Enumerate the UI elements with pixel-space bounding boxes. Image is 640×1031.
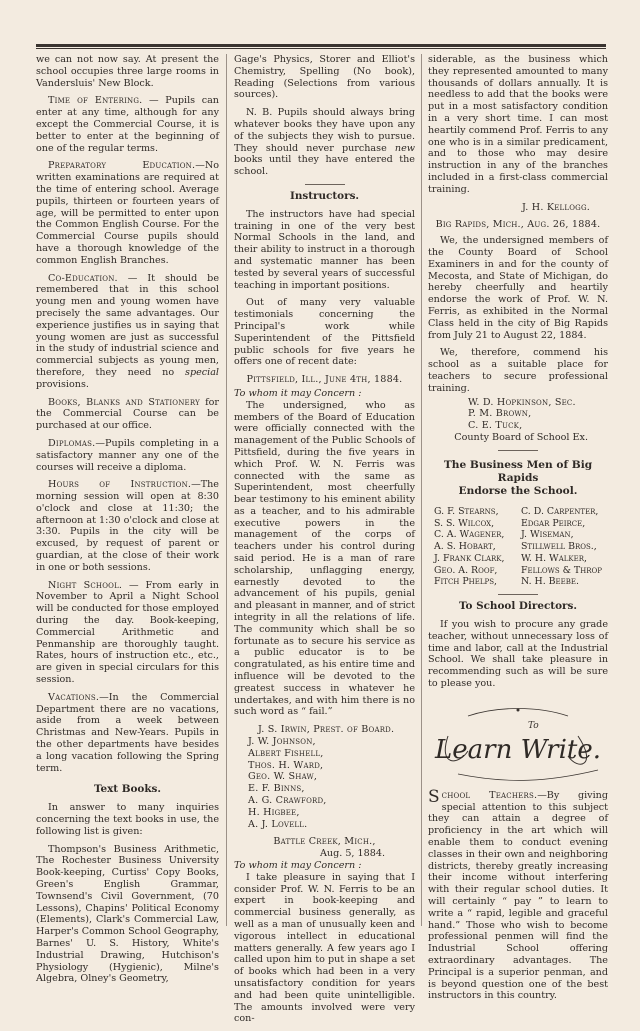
salutation: To whom it may Concern : <box>234 860 362 871</box>
text-books-list: Thompson's Business Arithmetic, The Rochester Business University Book-keeping, Curtiss' Copy Books, Green's English Grammar, Townsend's Civil Government, (70 Lessons), Chapins' Political Economy (Elements), Clark's Commercial Law, Harper's Common School Geography, Barnes' U. S. History, White's Industrial Drawing, Hutchison's Physiology (Hygienic), Milne's Algebra, Olney's Geometry, <box>36 843 219 985</box>
text-books-intro: In answer to many inquiries concerning the text books in use, the following list is given: <box>36 802 219 837</box>
section-heading: Time of Entering. <box>48 95 143 107</box>
section-divider <box>498 450 538 451</box>
battle-creek-date: Aug. 5, 1884. <box>319 848 385 860</box>
night-school-paragraph: Night School. — From early in November to April a Night School will be conducted for those employed during the day. Book-keeping, Commercial Arithmetic and Penmanship are thoroughly taught. Rates, hours of instruction etc., etc., are given in special circulars for this session. <box>36 579 219 686</box>
section-heading: Preparatory Education. <box>48 160 196 172</box>
business-man-name: Fitch Phelps, <box>434 576 498 588</box>
section-heading: Co-Education. <box>48 272 118 284</box>
pittsfield-dateline: Pittsfield, Ill., June 4th, 1884. <box>246 374 403 386</box>
instructors-heading: Instructors. <box>289 189 360 202</box>
big-rapids-dateline: Big Rapids, Mich., Aug. 26, 1884. <box>435 219 601 231</box>
business-men-left <box>434 506 505 589</box>
section-heading: Night School. <box>48 579 123 591</box>
preparatory-education-paragraph: Preparatory Education.—No written examinations are required at the time of entering school. Average pupils, thirteen or fourteen years of age, will be permitted to enter upon the Common English Course. For the Commercial Course pupils should have a thorough knowledge of the common English Branches. <box>36 160 219 266</box>
header-rule-thin <box>36 48 606 49</box>
column-divider <box>421 54 422 926</box>
books-blanks-paragraph: Books, Blanks and Stationery for the Commercial Course can be purchased at our office. <box>36 396 219 432</box>
business-men-heading: The Business Men of Big Rapids Endorse the School. <box>443 458 593 497</box>
script-learn-write: Learn Write. <box>435 734 601 765</box>
hours-of-instruction-paragraph: Hours of Instruction.—The morning session will open at 8:30 o'clock and close at 11:30; the afternoon at 1:30 o'clock and close at 3:30. Pupils in the city will be excused, by request of parent or guardian, at the close of their work in one or both sessions. <box>36 479 219 573</box>
flourish-bottom-line <box>458 770 598 780</box>
signer-name: H. Higbee, <box>248 806 300 818</box>
board-signer-name: W. D. Hopkinson, Sec. <box>468 396 576 408</box>
vacations-paragraph: Vacations.—In the Commercial Department there are no vacations, aside from a week between Christmas and New-Years. Pupils in the other departments have besides a long vacation following the Spring term. <box>36 691 219 774</box>
kellogg-letter: I take pleasure in saying that I consider Prof. W. N. Ferris to be an expert in book-keeping and commercial business generally, as well as a man of unusually keen and vigorous intellect in educational matters generally. A few years ago I called upon him to put in shape a set of books which had been in a very unsatisfactory condition for years and had been quite unintelligible. The amounts involved were very con- <box>234 871 415 1025</box>
business-man-name: W. H. Walker, <box>520 552 587 564</box>
section-divider <box>305 184 345 185</box>
signer-name: J. W. Johnson, <box>248 736 316 748</box>
signer-name: E. F. Binns, <box>248 783 305 795</box>
nb-paragraph: N. B. Pupils should always bring whatever books they have upon any of the subjects they wish to pursue. They should never purchase new books until they have entered the school. <box>234 107 415 178</box>
kellogg-letter-continued: siderable, as the business which they represented amounted to many thousands of dollars annually. It is needless to add that the books were put in a most satisfactory condition in a very short time. I can most heartily commend Prof. Ferris to any one who is in a similar predicament, and to those who may desire instruction in any of the branches included in a first-class commercial training. <box>428 54 608 195</box>
business-men-list <box>428 506 608 589</box>
column-divider <box>226 54 227 926</box>
column-3 <box>428 54 608 1008</box>
signer-name: Albert Fishell, <box>248 747 324 759</box>
text-books-heading: Text Books. <box>93 783 162 796</box>
business-man-name: J. Wiseman, <box>520 529 574 541</box>
signer-name: Thos. H. Ward, <box>248 759 324 771</box>
business-man-name: G. F. Stearns, <box>434 505 499 517</box>
business-man-name: J. Frank Clark, <box>434 552 505 564</box>
business-man-name: C. A. Wagener, <box>434 529 505 541</box>
school-teachers-paragraph: School Teachers.—By giving special attention to this subject they can attain a degree of proficiency in the art which will enable them to conduct evening classes in their own and neighboring districts, thereby greatly increasing their income without interfering with their regular school duties. It will certainly “ pay ” to learn to write a “ rapid, legible and graceful hand.” Those who wish to become professional penmen will find the Industrial School offering extraordinary advantages. The Principal is a superior penman, and is beyond question one of the best instructors in this country. <box>428 786 608 1002</box>
flourish-ornament <box>517 708 520 711</box>
diplomas-paragraph: Diplomas.—Pupils completing in a satisfactory manner any one of the courses will receive a diploma. <box>36 437 219 473</box>
section-heading: Vacations. <box>48 691 100 703</box>
business-man-name: Stillwell Bros., <box>520 541 597 553</box>
salutation: To whom it may Concern : <box>234 387 362 399</box>
business-man-name: N. H. Beebe. <box>520 576 580 588</box>
signer-name: A. G. Crawford, <box>248 795 327 807</box>
business-man-name: C. D. Carpenter, <box>520 505 599 517</box>
intro-paragraph: we can not now say. At present the school occupies three large rooms in Vandersluis' New Block. <box>36 54 219 89</box>
learn-to-write-flourish <box>428 696 608 786</box>
signer-name: J. S. Irwin, Prest. of Board. <box>258 724 395 736</box>
business-man-name: Fellows & Throp <box>520 564 602 576</box>
business-men-right <box>521 506 602 589</box>
board-letter: We, the undersigned members of the County Board of School Examiners in and for the county of Mecosta, and State of Michigan, do hereby cheerfully and heartily endorse the work of Prof. W. N. Ferris, as exhibited in the Normal Class held in the city of Big Rapids from July 21 to August 22, 1884. <box>428 235 608 341</box>
testimonials-intro: Out of many very valuable testimonials concerning the Principal's work while Superintendent of the Pittsfield public schools for five years he offers one of recent date: <box>234 297 415 368</box>
business-man-name: Geo. A. Roof, <box>434 564 498 576</box>
board-signer-name: P. M. Brown, <box>468 408 532 420</box>
time-of-entering-paragraph: Time of Entering. — Pupils can enter at any time, although for any except the Commercial Course, it is better to enter at the beginning of one of the regular terms. <box>36 95 219 154</box>
section-heading: Hours of Instruction. <box>48 479 192 491</box>
instructors-paragraph: The instructors have had special training in one of the very best Normal Schools in the land, and their ability to instruct in a thorough and systematic manner has been tested by several years of successful teaching in important positions. <box>234 208 415 291</box>
business-man-name: Edgar Peirce, <box>520 517 586 529</box>
kellogg-signature: J. H. Kellogg. <box>521 201 590 213</box>
text-books-list-continued: Gage's Physics, Storer and Elliot's Chemistry, Spelling (No book), Reading (Selections from various sources). <box>234 54 415 101</box>
signer-name: A. J. Lovell. <box>248 818 308 830</box>
pittsfield-letter: The undersigned, who as members of the Board of Education were officially connected with the management of the Public Schools of Pittsfield, during the five years in which Prof. W. N. Ferris was connected with the same as Superintendent, most cheerfully bear testimony to his eminent ability as a teacher, and to his admirable executive powers in the management of the corps of teachers under his control during said period. He is a man of rare scholarship, unflagging energy, earnestly devoted to the advancement of his pupils, genial and pleasant in manner, and of strict integrity in all the relations of life. The community which shall be so fortunate as to secure his service as a public educator is to be congratulated, as his entire time and influence will be devoted to the greatest success in whatever he undertakes, and with him there is no such word as “ fail.” <box>234 399 415 718</box>
header-rule <box>36 44 606 47</box>
board-letter-2: We, therefore, commend his school as a suitable place for teachers to secure professional training. <box>428 347 608 394</box>
signer-name: Geo. W. Shaw, <box>248 771 318 783</box>
school-directors-paragraph: If you wish to procure any grade teacher, without unnecessary loss of time and labor, call at the Industrial School. We shall take pleasure in recommending such as will be sure to please you. <box>428 619 608 690</box>
column-2 <box>234 54 415 1031</box>
board-signer-name: C. E. Tuck, <box>468 420 523 432</box>
section-heading: Diplomas. <box>48 437 96 449</box>
co-education-paragraph: Co-Education. — It should be remembered that in this school young men and young women have precisely the same advantages. Our experience justifies us in saying that young women are just as successful in the study of industrial science and commercial subjects as young men, therefore, they need no special provisions. <box>36 272 219 390</box>
column-1 <box>36 54 219 991</box>
business-man-name: S. S. Wilcox, <box>434 517 495 529</box>
board-name: County Board of School Ex. <box>454 431 588 443</box>
pittsfield-signers <box>234 724 415 830</box>
board-signers <box>428 397 608 432</box>
section-divider <box>498 594 538 595</box>
section-heading: Books, Blanks and Stationery <box>48 396 200 408</box>
script-to: To <box>528 720 539 731</box>
business-man-name: A. S. Hobart, <box>434 541 496 553</box>
battle-creek-dateline: Battle Creek, Mich., <box>273 836 376 848</box>
school-directors-heading: To School Directors. <box>459 600 577 613</box>
